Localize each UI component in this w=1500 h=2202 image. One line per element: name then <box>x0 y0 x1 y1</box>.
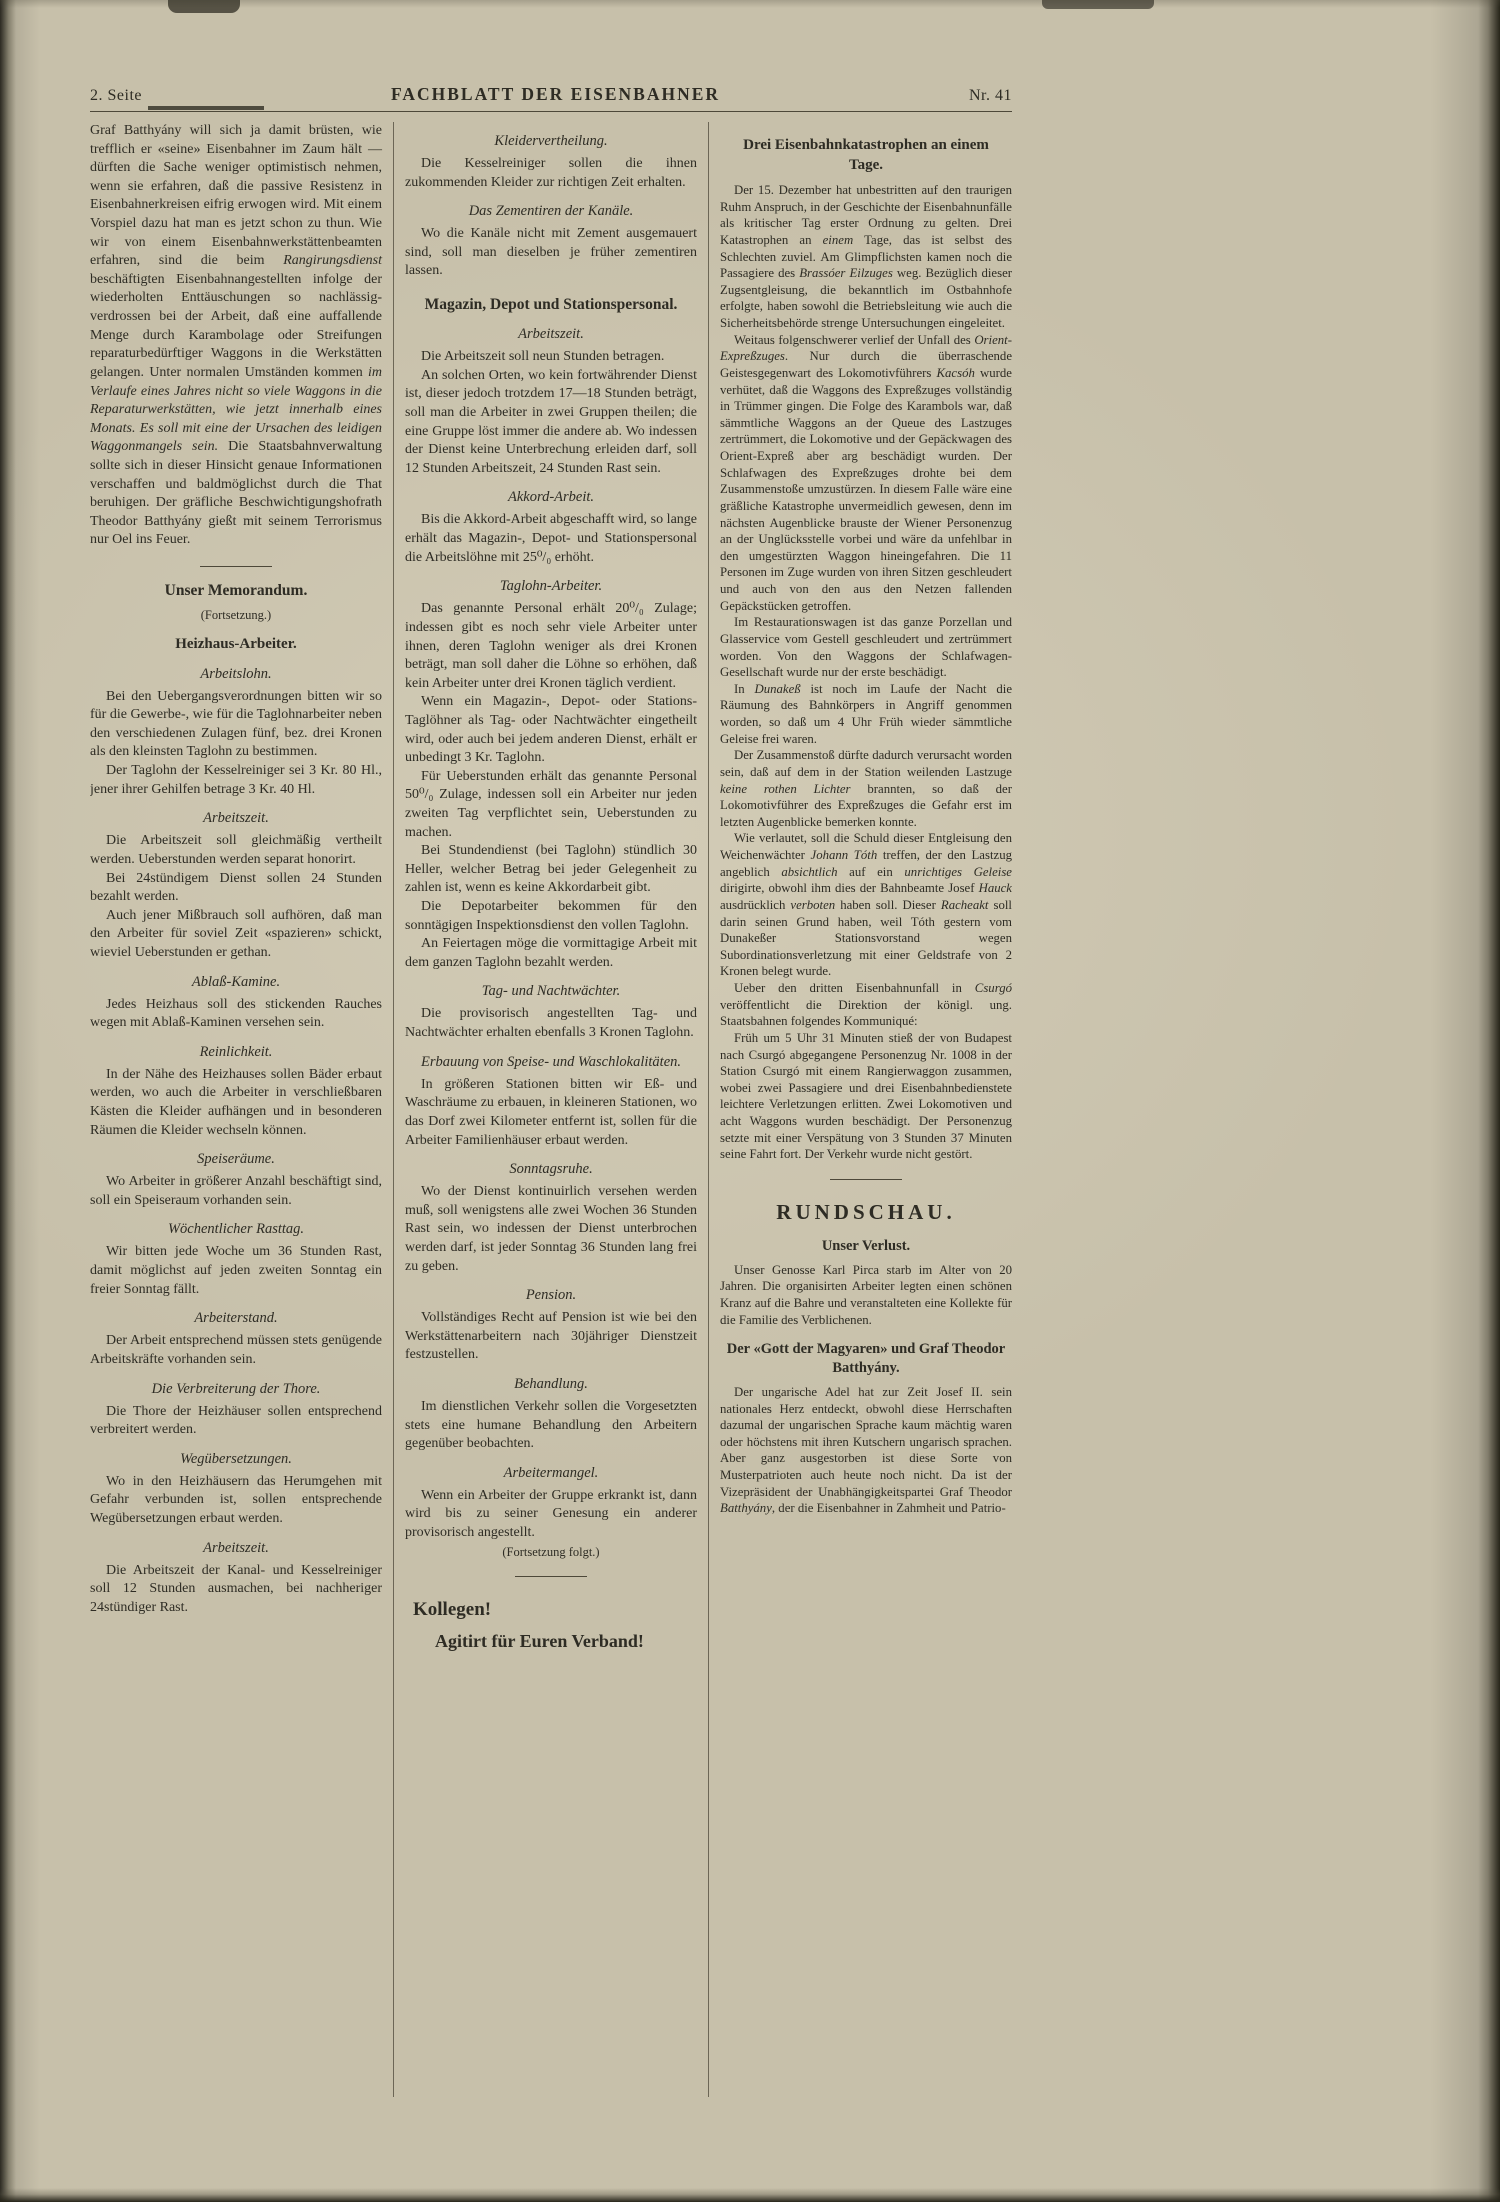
paragraph: Der Arbeit entsprechend müssen stets genügende Arbeitskräfte vorhanden sein. <box>90 1333 382 1367</box>
paragraph: In größeren Stationen bitten wir Eß- und Waschräume zu erbauen, in kleineren Stationen, wo das Dorf zwei Kilometer entfernt ist, sollen für die Arbeiter Familienhäuser erbaut werden. <box>405 1076 697 1148</box>
italic-subheading: Akkord-Arbeit. <box>507 489 595 506</box>
page-number-label: 2. Seite <box>90 87 142 104</box>
paragraph: Die Thore der Heizhäuser sollen entsprechend verbreitert werden. <box>90 1403 382 1438</box>
columns-container <box>90 122 1012 2097</box>
italic-subheading: Taglohn-Arbeiter. <box>499 578 603 595</box>
scan-edge-bottom <box>0 2188 1500 2202</box>
paragraph: Wo der Dienst kontinuirlich versehen werden muß, soll wenigstens alle zwei Wochen 36 Stunden Rast sein, wo indessen der Dienst unterbrochen werden darf, ist jeder Sonntag 36 Stunden lang frei zu geben. <box>405 1184 697 1274</box>
issue-number-label: Nr. 41 <box>969 87 1012 104</box>
italic-subheading: Wöchentlicher Rasttag. <box>167 1221 305 1238</box>
paragraph: Im Restaurationswagen ist das ganze Porzellan und Glasservice vom Gestell geschleudert und zertrümmert worden. Von den Waggons der Schlafwagen-Gesellschaft wurde nur der erste beschädigt. <box>720 615 1012 680</box>
paragraph: Wenn ein Magazin-, Depot- oder Stations-Taglöhner als Tag- oder Nachtwächter eingetheilt wird, oder auch bei jedem anderen Dienst, erhält er unbedingt 3 Kr. Taglohn. <box>405 694 697 766</box>
italic-subheading: Behandlung. <box>514 1376 588 1392</box>
italic-subheading: Sonntagsruhe. <box>509 1161 593 1178</box>
scan-artifact <box>1042 0 1154 9</box>
column-1 <box>90 122 382 2097</box>
paragraph: Der 15. Dezember hat unbestritten auf den traurigen Ruhm Anspruch, in der Geschichte der Eisenbahnunfälle als kritischer Tag erster Ordnung zu gelten. Drei Katastrophen an einem Tage, das ist selbst des Schlechten zuviel. Am Glimpflichsten kamen noch die Passagiere des Brassóer Eilzuges weg. Bezüglich dieser Zugsentgleisung, die bekanntlich im Ostbahnhofe erfolgte, haben sowohl die Betriebsleitung wie auch die Sicherheitsbehörde strenge Untersuchungen eingeleitet. <box>720 183 1012 330</box>
paragraph: An Feiertagen möge die vormittagige Arbeit mit dem ganzen Taglohn bezahlt werden. <box>405 936 697 970</box>
paragraph: Auch jener Mißbrauch soll aufhören, daß man den Arbeiter für soviel Zeit «spazieren» schickt, wieviel Ueberstunden er gethan. <box>90 907 382 960</box>
italic-subheading: Reinlichkeit. <box>199 1043 273 1060</box>
separator-rule <box>200 566 272 567</box>
italic-subheading: Die Verbreiterung der Thore. <box>151 1380 321 1397</box>
italic-subheading: Arbeitermangel. <box>503 1464 599 1481</box>
paragraph: Unser Genosse Karl Pirca starb im Alter von 20 Jahren. Die organisirten Arbeiter legten einen schönen Kranz auf die Bahre und veranstalteten eine Kollekte für die Familie des Verblichenen. <box>720 1262 1012 1327</box>
paragraph: Für Ueberstunden erhält das genannte Personal 50⁰/₀ Zulage, indessen soll ein Arbeiter nur jeden zweiten Tag verpflichtet sein, Ueberstunden zu machen. <box>405 768 697 840</box>
subsection-heading: Der «Gott der Magyaren» und Graf Theodor Batthyány. <box>726 1341 1006 1377</box>
paragraph: Die Arbeitszeit soll neun Stunden betragen. <box>421 349 665 365</box>
paragraph: Der Zusammenstoß dürfte dadurch verursacht worden sein, daß auf dem in der Station weilenden Lastzuge keine rothen Lichter brannten, so daß der Lokomotivführer des Expreßzuges die Gefahr erst im letzten Augenblicke bemerken konnte. <box>720 748 1012 829</box>
italic-subheading: Ablaß-Kamine. <box>191 973 281 990</box>
scan-edge-right <box>1478 0 1500 2202</box>
column-2 <box>405 122 697 2097</box>
separator-rule <box>515 1576 587 1577</box>
paragraph: Wo Arbeiter in größerer Anzahl beschäftigt sind, soll ein Speiseraum vorhanden sein. <box>90 1174 382 1208</box>
continuation-note: (Fortsetzung folgt.) <box>502 1544 600 1559</box>
italic-subheading: Arbeitszeit. <box>203 810 269 827</box>
separator-rule <box>830 1179 902 1180</box>
continuation-note: (Fortsetzung.) <box>200 608 272 623</box>
paragraph: Früh um 5 Uhr 31 Minuten stieß der von Budapest nach Csurgó abgegangene Personenzug Nr. 1008 in der Station Csurgó mit einem Rangierwaggon zusammen, wobei zwei Passagiere und drei Eisenbahnbedienstete leichtere Verletzungen erlitten. Zwei Lokomotiven und acht Waggons wurden beschädigt. Der Personenzug setzte mit einer Verspätung von 3 Stunden 37 Minuten seine Fahrt fort. Der Verkehr wurde nicht gestört. <box>720 1030 1012 1162</box>
masthead-title: FACHBLATT DER EISENBAHNER <box>390 84 721 104</box>
paragraph: Die Kesselreiniger sollen die ihnen zukommenden Kleider zur richtigen Zeit erhalten. <box>405 156 697 190</box>
paragraph: Wo in den Heizhäusern das Herumgehen mit Gefahr verbunden ist, sollen entsprechende Wegübersetzungen erbaut werden. <box>90 1473 382 1526</box>
paragraph: Das genannte Personal erhält 20⁰/₀ Zulage; indessen gibt es noch sehr viele Arbeiter unter ihnen, deren Taglohn weniger als drei Kronen beträgt, man soll daher die Löhne so erhöhen, daß kein Arbeiter unter drei Kronen täglich verdient. <box>405 601 697 691</box>
paragraph: Im dienstlichen Verkehr sollen die Vorgesetzten stets eine humane Behandlung den Arbeitern gegenüber beobachten. <box>405 1399 697 1452</box>
paragraph: Bei 24stündigem Dienst sollen 24 Stunden bezahlt werden. <box>90 870 382 905</box>
scan-edge-top <box>0 0 1500 8</box>
paragraph: Vollständiges Recht auf Pension ist wie bei den Werkstättenarbeitern nach 30jähriger Dienstzeit festzustellen. <box>405 1310 697 1363</box>
paragraph: Wenn ein Arbeiter der Gruppe erkrankt ist, dann wird bis zu seiner Genesung ein anderer provisorisch angestellt. <box>405 1487 697 1541</box>
paragraph: Bis die Akkord-Arbeit abgeschafft wird, so lange erhält das Magazin-, Depot- und Stationspersonal die Arbeitslöhne mit 25⁰/₀ erhöht. <box>405 512 697 565</box>
column-3 <box>720 122 1012 2097</box>
column-divider <box>708 122 709 2097</box>
paragraph: Der ungarische Adel hat zur Zeit Josef II. sein nationales Herz entdeckt, obwohl diese Herrschaften dazumal der ungarischen Sprache kaum mächtig waren oder höchstens mit ihren Kutschern ungarisch sprachen. Aber ganz ausgestorben ist diese Sorte von Musterpatrioten auch heute noch nicht. Da ist der Vizepräsident der Unabhängigkeitspartei Graf Theodor Batthyány, der die Eisenbahner in Zahmheit und Patrio- <box>720 1384 1012 1516</box>
italic-subheading: Arbeiterstand. <box>194 1310 278 1327</box>
paragraph: Wie verlautet, soll die Schuld dieser Entgleisung den Weichenwächter Johann Tóth treffen, der den Lastzug angeblich absichtlich auf ein unrichtiges Geleise dirigirte, obwohl ihm dies der Bahnbeamte Josef Hauck ausdrücklich verboten haben soll. Dieser Racheakt soll darin seinen Grund haben, weil Tóth gestern vom Dunakeßer Stationsvorstand wegen Subordinationsverletzung mit einer Geldstrafe von 2 Kronen belegt wurde. <box>720 831 1012 979</box>
paragraph: Die Arbeitszeit soll gleichmäßig vertheilt werden. Ueberstunden werden separat honorirt. <box>90 833 382 867</box>
section-heading: Magazin, Depot und Stationspersonal. <box>424 296 678 314</box>
paragraph: Wo die Kanäle nicht mit Zement ausgemauert sind, soll man dieselben je früher zementiren lassen. <box>405 226 697 279</box>
paragraph: Der Taglohn der Kesselreiniger sei 3 Kr. 80 Hl., jener ihrer Gehilfen betrage 3 Kr. 40 Hl. <box>90 763 382 797</box>
paragraph: In der Nähe des Heizhauses sollen Bäder erbaut werden, wo auch die Arbeiter in verschließbaren Kästen die Kleider aufhängen und in besonderen Räumen die Kleider wechseln können. <box>90 1066 382 1138</box>
paragraph: Weitaus folgenschwerer verlief der Unfall des Orient-Expreßzuges. Nur durch die überraschende Geistesgegenwart des Lokomotivführers Kacsóh wurde verhütet, daß die Waggons des Expreßzuges vollständig in Trümmer gingen. Die Folge des Karambols war, daß sämmtliche Waggons an der Queue des Lastzuges zertrümmert, die Lokomotive und der Gepäckwagen des Orient-Expreß aber arg beschädigt wurden. Der Schlafwagen des Expreßzuges drohte bei dem Zusammenstoße umzustürzen. In diesem Falle wäre eine gräßliche Katastrophe unvermeidlich gewesen, denn im nächsten Augenblicke brauste der Wiener Personenzug an der Unglücksstelle vorbei und wäre da unfehlbar in den umgestürzten Waggon hineingefahren. Die 11 Personen im Zuge wurden von ihren Sitzen geschleudert und auch von den aus den Netzen fallenden Gepäckstücken getroffen. <box>720 332 1012 613</box>
italic-subheading: Kleidervertheilung. <box>494 133 608 149</box>
page-header <box>90 84 1012 112</box>
subsection-heading: Unser Verlust. <box>821 1237 911 1254</box>
paragraph: Die Arbeitszeit der Kanal- und Kesselreiniger soll 12 Stunden ausmachen, bei nachheriger 24stündiger Rast. <box>90 1562 382 1615</box>
scan-edge-left <box>0 0 16 2202</box>
paragraph: In Dunakeß ist noch im Laufe der Nacht die Räumung des Bahnkörpers in Angriff genommen worden, so daß um 4 Uhr Früh wieder sämmtliche Geleise frei waren. <box>720 681 1012 746</box>
call-to-action: Agitirt für Euren Verband! <box>435 1630 644 1651</box>
italic-subheading: Arbeitslohn. <box>200 665 272 682</box>
paragraph: Jedes Heizhaus soll des stickenden Rauches wegen mit Ablaß-Kaminen versehen sein. <box>90 996 382 1031</box>
italic-subheading: Tag- und Nachtwächter. <box>481 983 621 1000</box>
italic-subheading: Arbeitszeit. <box>203 1539 269 1556</box>
section-heading: Unser Memorandum. <box>164 582 308 600</box>
paragraph: Die provisorisch angestellten Tag- und Nachtwächter erhalten ebenfalls 3 Kronen Taglohn. <box>405 1006 697 1041</box>
section-heading: Drei Eisenbahnkatastrophen an einem Tage. <box>743 137 989 173</box>
scan-artifact <box>168 0 240 13</box>
paragraph: An solchen Orten, wo kein fortwährender Dienst ist, dieser jedoch trotzdem 17—18 Stunden beträgt, soll man die Arbeiter in zwei Gruppen theilen; die eine Gruppe löst immer die andere ab. Wo indessen der Dienst keine Unterbrechung erleiden darf, soll 12 Stunden Arbeitszeit, 24 Stunden Rast sein. <box>405 367 697 476</box>
paragraph: Graf Batthyány will sich ja damit brüsten, wie trefflich er «seine» Eisenbahner im Zaum hält — dürften die Sache weniger optimistisch nehmen, wenn sie erfahren, daß die passive Resistenz in Eisenbahnerkreisen eifrig erwogen wird. Mit einem Vorspiel dazu hat man es jetzt schon zu thun. Wie wir von einem Eisenbahnwerkstättenbeamten erfahren, sind die beim Rangirungsdienst beschäftigten Eisenbahnangestellten infolge der wiederholten Enttäuschungen so nachlässig-verdrossen bei der Arbeit, daß eine auffallende Menge durch Karambolage oder Streifungen reparaturbedürftiger Waggons in die Werkstätten gelangen. Unter normalen Umständen kommen im Verlaufe eines Jahres nicht so viele Waggons in die Reparaturwerkstätten, wie jetzt innerhalb eines Monats. Es soll mit eine der Ursachen des leidigen Waggonmangels sein. Die Staatsbahnverwaltung sollte sich in dieser Hinsicht genaue Informationen verschaffen und baldmöglichst durch die That beruhigen. Der gräfliche Beschwichtigungshofrath Theodor Batthyány gießt mit seinem Terrorismus nur Oel ins Feuer. <box>90 123 382 548</box>
rundschau-heading: RUNDSCHAU. <box>776 1199 956 1224</box>
italic-subheading: Pension. <box>525 1287 577 1304</box>
paragraph: Bei den Uebergangsverordnungen bitten wir so für die Gewerbe-, wie für die Taglohnarbeiter neben den verschiedenen Zulagen fünf, bez. drei Kronen als den kleinsten Taglohn zu bestimmen. <box>90 688 382 760</box>
subsection-heading: Heizhaus-Arbeiter. <box>175 636 297 653</box>
italic-subheading: Speiseräume. <box>197 1151 275 1168</box>
call-to-action: Kollegen! <box>413 1598 492 1620</box>
paragraph: Bei Stundendienst (bei Taglohn) stündlich 30 Heller, welcher Betrag bei jeder Gelegenheit zu zahlen ist, wenn es keine Akkordarbeit gibt. <box>405 843 697 896</box>
column-divider <box>393 122 394 2097</box>
italic-subheading: Erbauung von Speise- und Waschlokalitäten. <box>420 1053 682 1070</box>
paragraph: Wir bitten jede Woche um 36 Stunden Rast, damit möglichst auf jeden zweiten Sonntag ein freier Sonntag fällt. <box>90 1244 382 1297</box>
paragraph: Ueber den dritten Eisenbahnunfall in Csurgó veröffentlicht die Direktion der königl. ung. Staatsbahnen folgendes Kommuniqué: <box>720 981 1012 1029</box>
italic-subheading: Arbeitszeit. <box>518 326 584 343</box>
italic-subheading: Wegübersetzungen. <box>180 1450 292 1467</box>
paragraph: Die Depotarbeiter bekommen für den sonntägigen Inspektionsdienst den vollen Taglohn. <box>405 899 697 933</box>
italic-subheading: Das Zementiren der Kanäle. <box>468 203 634 220</box>
